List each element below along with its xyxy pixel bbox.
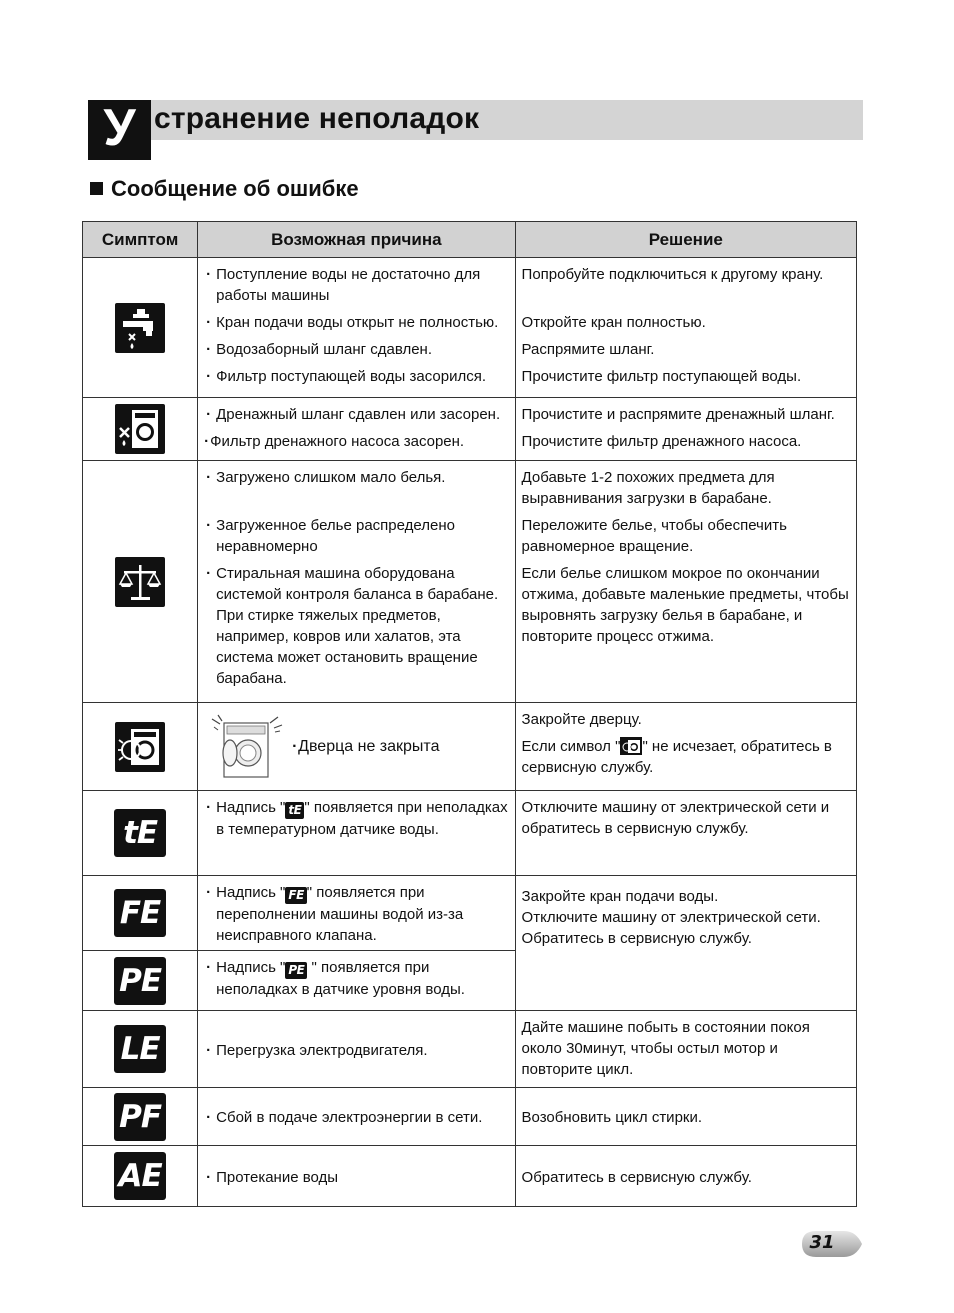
cause-item: · Фильтр поступающей воды засорился. [204,366,509,387]
solution-item: Переложите белье, чтобы обеспечить равномерное вращение. [521,517,787,555]
solution-cell [515,1088,856,1146]
cause-item: · Дренажный шланг сдавлен или засорен. [204,404,509,425]
cause-text: " появляется при неполадках в датчике уровня воды. [216,959,465,998]
solution-item: Отключите машину от электрической сети. [521,909,821,926]
symptom-cell [83,703,198,791]
square-bullet-icon [90,182,103,195]
cause-item: · Фильтр дренажного насоса засорен. [204,431,509,452]
table-row [83,703,857,791]
table-row [83,461,857,703]
solution-item: Обратитесь в сервисную службу. [521,1168,752,1186]
solution-item: Возобновить цикл стирки. [521,1109,703,1126]
solution-item: Обратитесь в сервисную службу. [521,930,752,947]
solution-item: Откройте кран полностью. [521,314,706,331]
cause-item: · Дверца не закрыта [292,738,439,756]
solution-cell [515,703,856,791]
symptom-cell [83,876,198,951]
solution-cell [515,1011,856,1088]
solution-item: Дайте машине побыть в состоянии покоя около 30минут, чтобы остыл мотор и повторите цикл. [521,1019,810,1078]
cause-cell [198,1146,515,1207]
table-row [83,1088,857,1146]
solution-item: Если белье слишком мокрое по окончании отжима, добавьте маленькие предметы, чтобы выровнять загрузку белья в барабане, и повторите процесс отжима. [521,565,849,645]
solution-item: Попробуйте подключиться к другому крану. [521,266,824,283]
error-code-pf-icon: PF [114,1093,166,1141]
error-code-te-mini-icon: tE [285,802,304,819]
cause-cell [198,951,515,1011]
symptom-cell [83,791,198,876]
error-code-pe-mini-icon: PE [285,962,307,979]
cause-item: · Загружено слишком мало белья. [204,467,509,488]
table-row [83,1146,857,1207]
error-code-te-icon: tE [114,809,166,857]
solution-item: Прочистите фильтр поступающей воды. [521,368,802,385]
cause-item: · Перегрузка электродвигателя. [204,1040,509,1061]
table-row [83,876,857,951]
error-code-le-icon: LE [114,1025,166,1073]
section-heading-text: Сообщение об ошибке [111,176,359,201]
cause-text: " появляется при неполадках в температурном датчике воды. [216,799,508,838]
header-cause: Возможная причина [198,222,515,258]
symptom-cell [83,1146,198,1207]
header-symptom: Симптом [83,222,198,258]
page-number: 31 [809,1232,835,1253]
cause-item: · Стиральная машина оборудована системой контроля баланса в барабане. При стирке тяжелых предметов, например, ковров или халатов, эта система может остановить вращение барабана. [204,563,509,689]
cause-text: " появляется при переполнении машины водой из-за неисправного клапана. [216,884,464,944]
cause-item [204,882,509,946]
solution-cell [515,461,856,703]
table-header-row [83,222,857,258]
cause-item [204,797,509,840]
symptom-cell [83,398,198,461]
error-code-ae-icon: AE [114,1152,166,1200]
symptom-cell [83,461,198,703]
solution-item: Прочистите и распрямите дренажный шланг. [521,406,835,423]
cause-cell [198,258,515,398]
washing-machine-door-icon [208,713,286,781]
solution-item: Отключите машину от электрической сети и обратитесь в сервисную службу. [521,799,830,837]
cause-item [204,957,509,1000]
error-code-fe-icon: FE [114,889,166,937]
cause-text: Надпись " [216,959,286,976]
solution-item [522,736,851,778]
door-open-icon [115,722,165,772]
solution-cell [515,1146,856,1207]
cause-item: · Протекание воды [204,1167,509,1188]
solution-cell [515,876,856,1011]
symptom-cell [83,951,198,1011]
cause-cell [198,461,515,703]
symptom-cell [83,1088,198,1146]
solution-item: Закройте дверцу. [521,711,642,728]
solution-cell [515,791,856,876]
cause-text: Надпись " [216,884,286,901]
error-code-pe-icon: PE [114,957,166,1005]
error-table [82,221,857,1207]
solution-item: Прочистите фильтр дренажного насоса. [521,433,802,450]
solution-cell [515,258,856,398]
page-title: странение неполадок [154,102,480,135]
symptom-cell [83,258,198,398]
solution-cell [515,398,856,461]
solution-text: " не исчезает, обратитесь в сервисную службу. [521,738,832,776]
solution-item: Распрямите шланг. [521,341,655,358]
table-row [83,398,857,461]
header-solution: Решение [515,222,856,258]
cause-cell [198,791,515,876]
cause-item: · Водозаборный шланг сдавлен. [204,339,509,360]
cause-cell [198,398,515,461]
cause-item: · Кран подачи воды открыт не полностью. [204,312,509,333]
door-open-mini-icon [620,737,642,755]
cause-text: Надпись " [216,799,286,816]
error-code-fe-mini-icon: FE [285,887,306,904]
cause-cell [198,1011,515,1088]
cause-cell [198,1088,515,1146]
solution-item: Добавьте 1-2 похожих предмета для выравнивания загрузки в барабане. [521,469,775,507]
water-tap-icon [115,303,165,353]
title-initial: У [88,100,151,160]
cause-cell [198,876,515,951]
table-row [83,791,857,876]
section-heading [90,176,359,202]
table-row [83,1011,857,1088]
balance-scale-icon [115,557,165,607]
cause-cell [198,703,515,791]
drain-icon [115,404,165,454]
table-row [83,258,857,398]
solution-item: Закройте кран подачи воды. [521,888,719,905]
symptom-cell [83,1011,198,1088]
cause-item: · Поступление воды не достаточно для работы машины [204,264,509,306]
solution-text: Если символ " [521,738,621,755]
cause-item: · Загруженное белье распределено неравномерно [204,515,509,557]
cause-item: · Сбой в подаче электроэнергии в сети. [204,1107,509,1128]
